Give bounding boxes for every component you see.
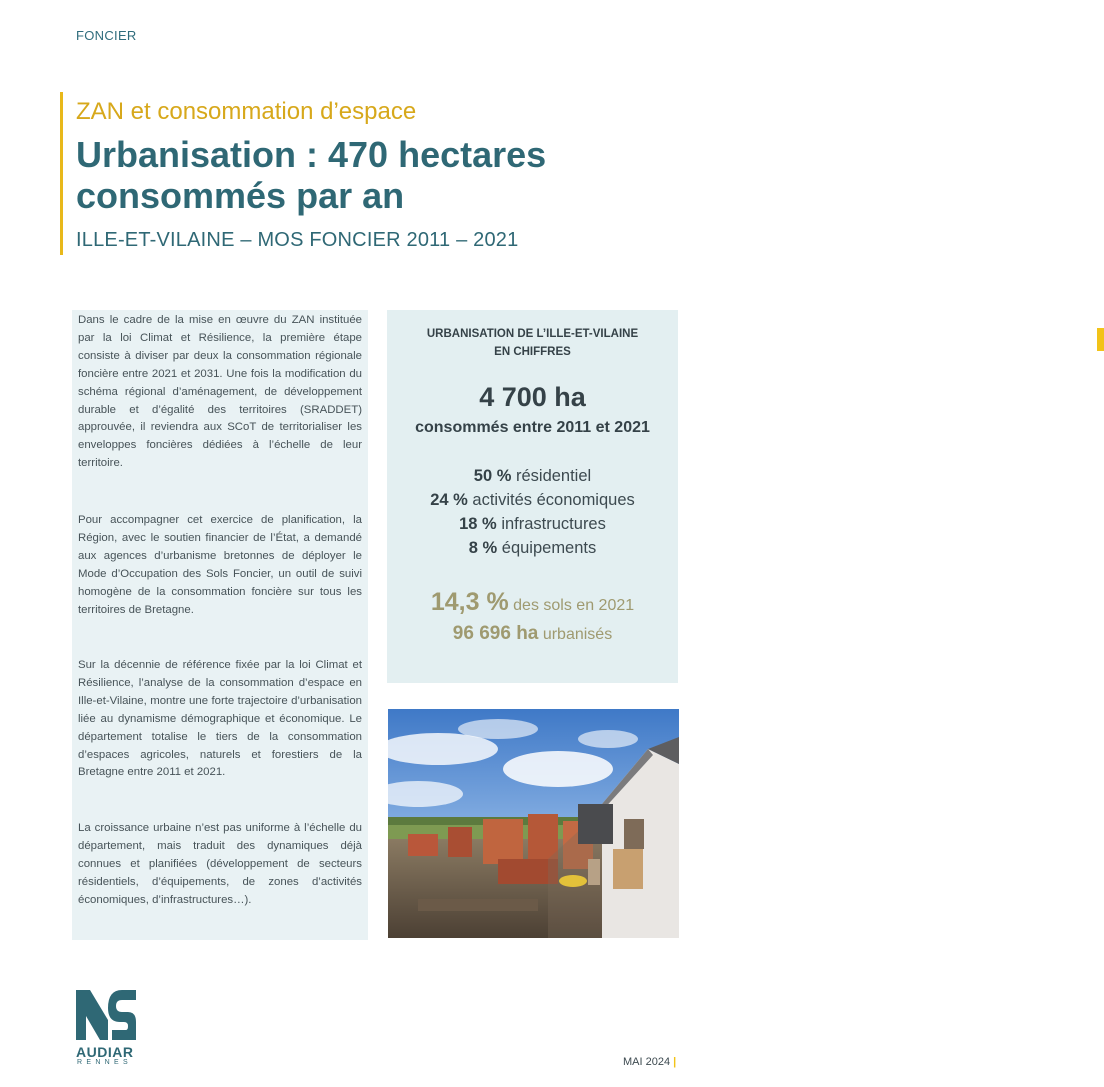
title-block — [60, 92, 683, 255]
urban-area-value: 96 696 ha — [452, 623, 539, 644]
breakdown-label: équipements — [501, 539, 597, 557]
breakdown-label: activités économiques — [472, 491, 635, 509]
paragraph-2: Pour accompagner cet exercice de planification, la Région, avec le soutien financier de l’État, a demandé aux agences d’urbanisme bretonnes de déployer le Mode d’Occupation des Sols Foncier, un outil de suivi homogène de la consommation foncière sur tous les territoires de Bretagne. — [78, 514, 362, 616]
breakdown-item-infrastructure — [387, 512, 678, 536]
breakdown-item-residential — [387, 464, 678, 488]
breakdown-pct: 18 % — [459, 515, 497, 533]
section-label: FONCIER — [76, 28, 137, 43]
body-text-panel — [72, 310, 368, 940]
key-figures-heading-line1: URBANISATION DE L’ILLE-ET-VILAINE — [426, 328, 639, 340]
logo-city: RENNES — [77, 1059, 132, 1066]
total-consumption-caption: consommés entre 2011 et 2021 — [415, 419, 650, 436]
land-use-breakdown — [387, 464, 678, 560]
key-figures-panel — [387, 310, 678, 683]
key-figures-heading-line2: EN CHIFFRES — [494, 346, 571, 358]
key-figures-heading — [387, 325, 678, 361]
urbanized-area — [387, 623, 678, 645]
breakdown-pct: 8 % — [468, 539, 498, 557]
urban-area-label: urbanisés — [542, 626, 613, 643]
soil-pct-label: des sols en 2021 — [513, 597, 635, 614]
total-consumption-value: 4 700 ha — [479, 382, 586, 412]
logo-wordmark: AUDIAR — [76, 1044, 134, 1060]
article-subtitle: ZAN et consommation d’espace — [76, 98, 417, 125]
breakdown-pct: 24 % — [430, 491, 468, 509]
urbanized-soil-share — [387, 588, 678, 617]
construction-site-photo — [388, 709, 679, 938]
title-caption: ILLE-ET-VILAINE – MOS FONCIER 2011 – 2021 — [76, 229, 519, 251]
breakdown-item-equipment — [387, 536, 678, 560]
footer-date — [623, 1056, 676, 1068]
page-edge-tab — [1097, 328, 1104, 351]
paragraph-1: Dans le cadre de la mise en œuvre du ZAN instituée par la loi Climat et Résilience, la première étape consiste à diviser par deux la consommation régionale foncière entre 2021 et 2031. Une fois la modification du schéma régional d’aménagement, de développement durable et d’égalité des territoires (SRADDET) approuvée, il reviendra aux SCoT de territorialiser les enveloppes foncières dédiées à l’échelle de leur territoire. — [78, 314, 362, 470]
page-title: Urbanisation : 470 hectares consommés par an — [76, 134, 547, 216]
breakdown-pct: 50 % — [473, 467, 512, 485]
soil-pct-value: 14,3 % — [430, 588, 509, 616]
breakdown-label: résidentiel — [515, 467, 592, 485]
footer-date-text: MAI 2024 — [623, 1056, 671, 1068]
footer-bar: | — [673, 1056, 677, 1068]
breakdown-label: infrastructures — [501, 515, 606, 533]
paragraph-4: La croissance urbaine n’est pas uniforme à l’échelle du département, mais traduit des dynamiques déjà connues et planifiées (développement de secteurs résidentiels, d’équipements, de zones d’activités économiques, d’infrastructures…). — [78, 822, 362, 906]
breakdown-item-economic — [387, 488, 678, 512]
paragraph-3: Sur la décennie de référence fixée par la loi Climat et Résilience, l’analyse de la consommation d’espace en Ille-et-Vilaine, montre une forte trajectoire d’urbanisation liée au dynamisme démographique et économique. Le département totalise le tiers de la consommation d’espaces agricoles, naturels et forestiers de la Bretagne entre 2011 et 2021. — [78, 659, 362, 779]
